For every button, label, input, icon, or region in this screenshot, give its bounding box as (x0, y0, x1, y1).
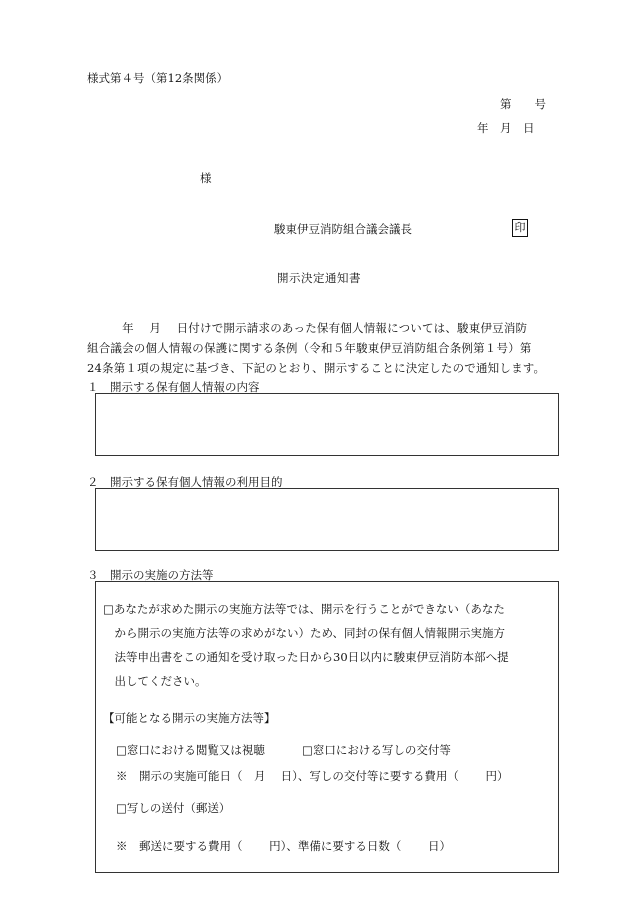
option-mail-checkbox: □写しの送付（郵送） (116, 801, 231, 815)
form-number: 様式第４号（第12条関係） (87, 71, 229, 85)
section-1-heading: １ 開示する保有個人情報の内容 (87, 380, 260, 394)
body-line: 組合議会の個人情報の保護に関する条例（令和５年駿東伊豆消防組合条例第１号）第 (87, 341, 532, 355)
section-2-heading: ２ 開示する保有個人情報の利用目的 (87, 475, 283, 489)
option-copy-checkbox: □窓口における写しの交付等 (302, 743, 451, 757)
addressee: 様 (200, 171, 212, 185)
section-3-heading: ３ 開示の実施の方法等 (87, 568, 214, 582)
document-number: 第 号 (500, 97, 546, 111)
note-availability-fee: ※ 開示の実施可能日（ 月 日）、写しの交付等に要する費用（ 円） (116, 769, 509, 783)
section-2-box (95, 488, 559, 551)
section-3-notice (103, 597, 509, 693)
notice-line: から開示の実施方法等の求めがない）ため、同封の保有個人情報開示実施方 (103, 626, 506, 640)
methods-heading: 【可能となる開示の実施方法等】 (103, 711, 276, 725)
notice-line: □あなたが求めた開示の実施方法等では、開示を行うことができない（あなた (103, 602, 505, 616)
issuer-name: 駿東伊豆消防組合議会議長 (274, 222, 412, 236)
body-paragraph (87, 318, 577, 378)
notice-line: 法等申出書をこの通知を受け取った日から30日以内に駿東伊豆消防本部へ提 (103, 650, 509, 664)
issue-date: 年 月 日 (477, 121, 535, 135)
seal-mark: 印 (512, 219, 528, 237)
notice-line: 出してください。 (103, 674, 207, 688)
section-1-box (95, 393, 559, 456)
body-line: 年 月 日付けで開示請求のあった保有個人情報については、駿東伊豆消防 (87, 321, 528, 335)
document-title: 開示決定通知書 (277, 271, 361, 285)
body-line: 24条第１項の規定に基づき、下記のとおり、開示することに決定したので通知します。 (87, 361, 546, 375)
section-3-box (95, 581, 559, 873)
note-mail-fee: ※ 郵送に要する費用（ 円）、準備に要する日数（ 日） (116, 839, 452, 853)
option-view-checkbox: □窓口における閲覧又は視聴 (116, 743, 265, 757)
